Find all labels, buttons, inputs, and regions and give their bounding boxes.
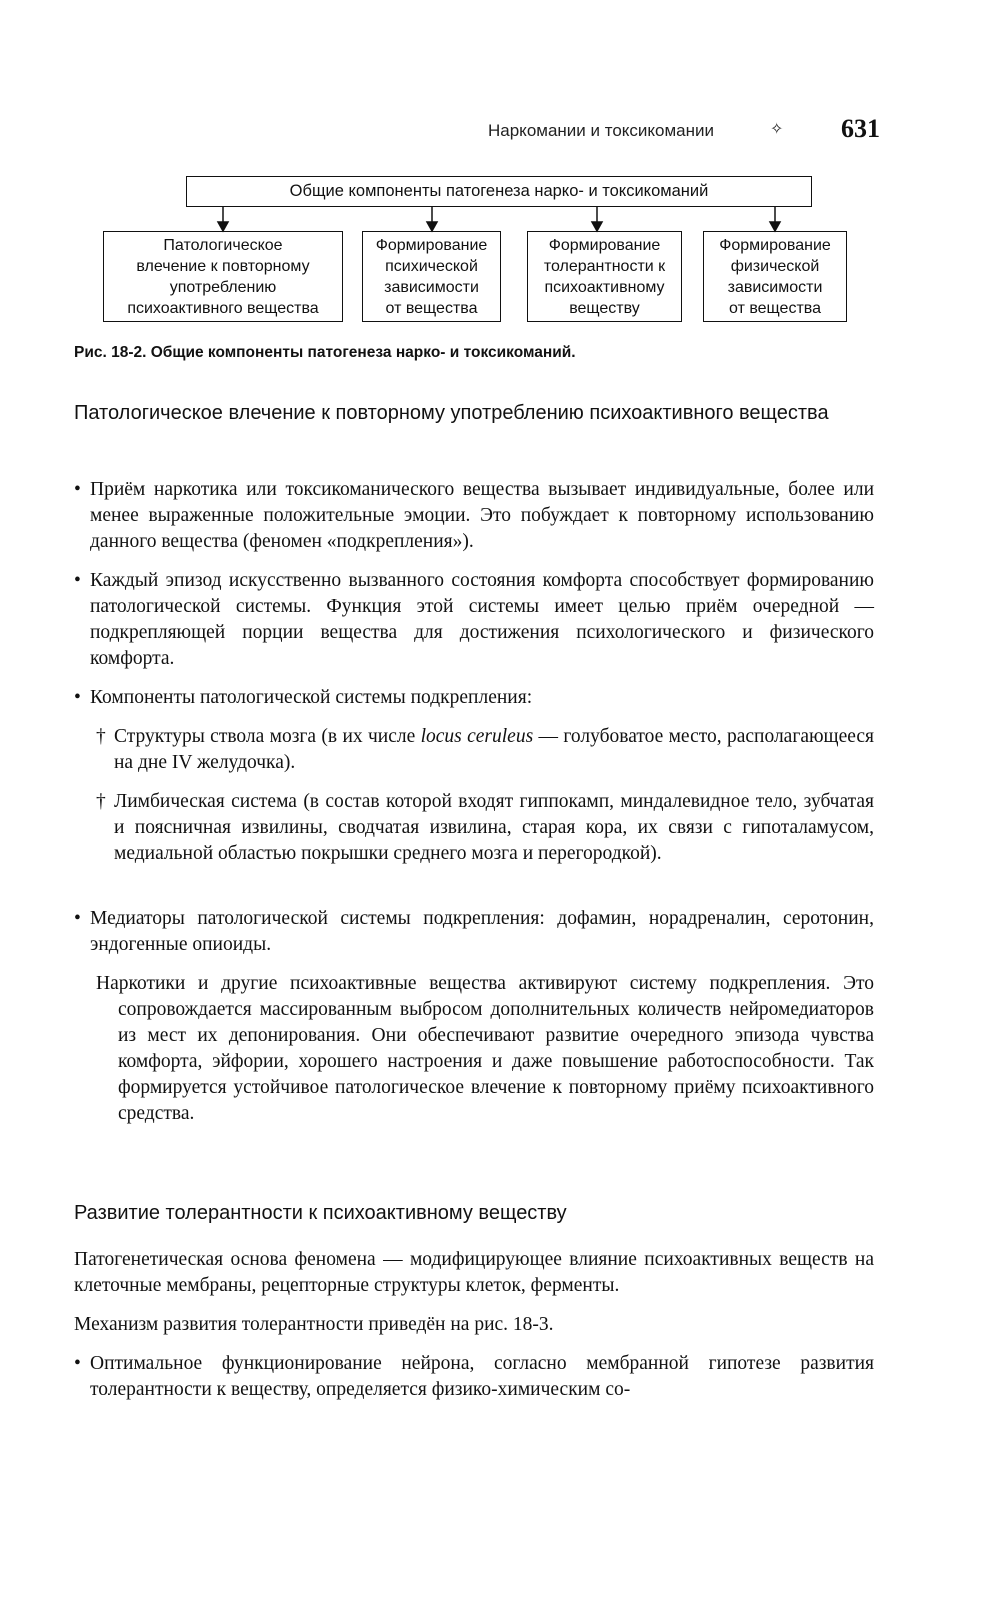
bullet-item: [74, 685, 874, 711]
diagram-box-label: Патологическое влечение к повторному употреблению психоактивного вещества: [127, 236, 319, 317]
bullet-item: [74, 477, 874, 555]
arrow-head-4: [770, 222, 780, 231]
diagram-box-label: Формирование психической зависимости от вещества: [375, 236, 488, 317]
bullet-mark: •: [74, 687, 81, 708]
latin-term: locus ceruleus: [420, 726, 534, 747]
arrow-head-1: [218, 222, 228, 231]
paragraph-basis: Патогенетическая основа феномена — модифицирующее влияние психоактивных веществ на клеточные мембраны, рецепторные структуры клеток, ферменты.: [74, 1249, 874, 1296]
section-heading-tolerance: Развитие толерантности к психоактивному веществу: [74, 1202, 567, 1224]
diagram-box-craving: [103, 231, 343, 322]
bullet-mark: •: [74, 570, 81, 591]
bullet-mark: •: [74, 1353, 81, 1374]
running-title: Наркомании и токсикомании: [488, 121, 715, 140]
pathogenesis-diagram: [0, 0, 1003, 330]
bullet-item: [74, 906, 874, 958]
bullet-item: [74, 568, 874, 672]
sub-item-limbic: [96, 789, 874, 867]
diagram-box-tolerance: [527, 231, 682, 322]
diagram-root-label: Общие компоненты патогенеза нарко- и токсикоманий: [289, 182, 709, 200]
page-number: 631: [841, 114, 880, 143]
diagram-box-label: Формирование толерантности к психоактивному веществу: [543, 236, 666, 317]
bullet-text: Медиаторы патологической системы подкрепления: дофамин, норадреналин, серотонин, эндогенные опиоиды.: [90, 908, 874, 955]
sub-item-text: — голубоватое место, располагающееся на дне IV желудочка).: [114, 726, 874, 773]
diagram-box-label: Формирование физической зависимости от вещества: [719, 236, 831, 317]
paragraph-activation: Наркотики и другие психоактивные вещества активируют систему подкрепления. Это сопровождается массированным выбросом дополнительных количеств нейромедиаторов из мест их депонирования. Они обеспечивают развитие очередного эпизода чувства комфорта, эйфории, хорошего настроения и даже повышение работоспособности. Так формируется устойчивое патологическое влечение к повторному приёму психоактивного средства.: [96, 973, 874, 1124]
paragraph-mechanism: Механизм развития толерантности приведён на рис. 18-3.: [74, 1314, 554, 1335]
bullet-text: Оптимальное функционирование нейрона, согласно мембранной гипотезе развития толерантности к веществу, определяется физико-химическим со-: [90, 1353, 874, 1400]
ornament-icon: ✧: [770, 121, 784, 138]
sub-item-brainstem: [96, 724, 874, 776]
sub-item-text: Структуры ствола мозга (в их числе: [114, 726, 421, 747]
section-heading-craving: Патологическое влечение к повторному употреблению психоактивного вещества: [74, 402, 829, 424]
diagram-root-box: [186, 176, 812, 207]
sub-item-text: Лимбическая система (в состав которой входят гиппокамп, миндалевидное тело, зубчатая и поясничная извилины, сводчатая извилина, старая кора, их связи с гипоталамусом, медиальной областью покрышки среднего мозга и перегородкой).: [114, 791, 874, 864]
bullet-text: Компоненты патологической системы подкрепления:: [90, 687, 533, 708]
bullet-mark: •: [74, 479, 81, 500]
bullet-item: [74, 1351, 874, 1403]
arrow-head-3: [592, 222, 602, 231]
arrow-head-2: [427, 222, 437, 231]
bullet-mark: •: [74, 908, 81, 929]
figure-caption: Рис. 18-2. Общие компоненты патогенеза нарко- и токсикоманий.: [74, 344, 576, 361]
diagram-box-physical-dependence: [703, 231, 847, 322]
bullet-text: Каждый эпизод искусственно вызванного состояния комфорта способствует формированию патологической системы. Функция этой системы имеет целью приём очередной — подкрепляющей порции вещества для достижения психологического и физического комфорта.: [90, 570, 874, 669]
bullet-text: Приём наркотика или токсикоманического вещества вызывает индивидуальные, более или менее выраженные положительные эмоции. Это побуждает к повторному использованию данного вещества (феномен «подкрепления»).: [90, 479, 874, 552]
dagger-mark: †: [96, 726, 106, 747]
dagger-mark: †: [96, 791, 106, 812]
diagram-box-psychic-dependence: [362, 231, 501, 322]
